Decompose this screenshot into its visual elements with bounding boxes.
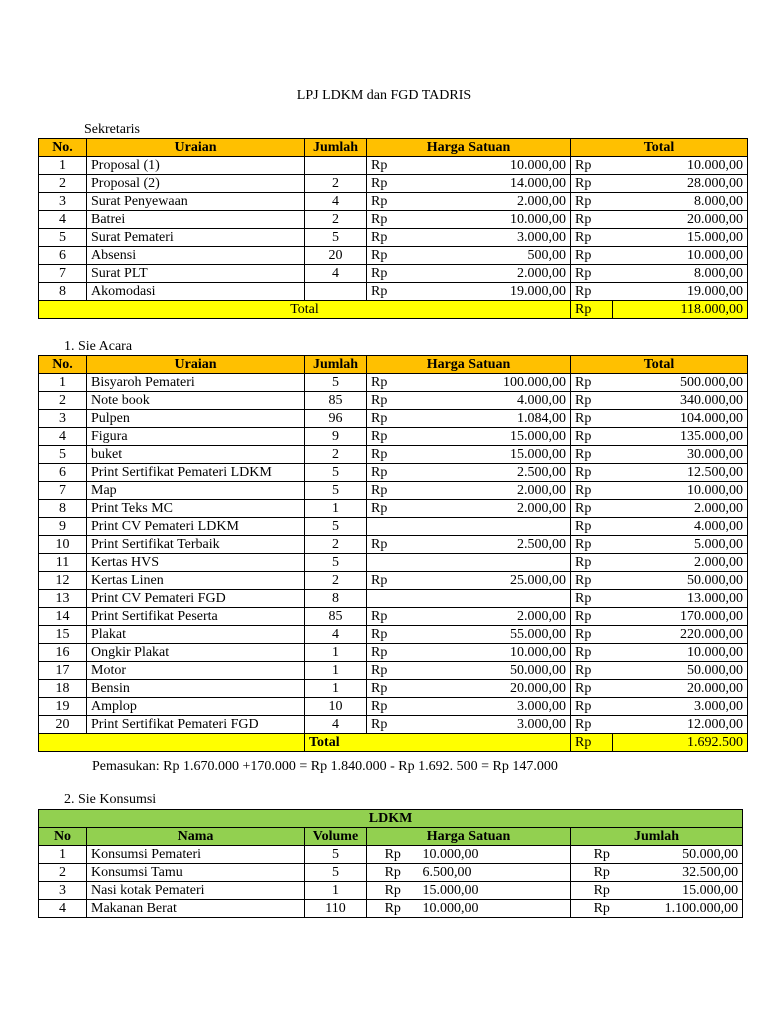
row-total-currency: Rp xyxy=(571,680,613,698)
table-row xyxy=(39,428,748,446)
row-price-currency: Rp xyxy=(367,572,409,590)
row-total-currency: Rp xyxy=(571,392,613,410)
table-subtitle-row xyxy=(39,810,743,828)
row-quantity: 5 xyxy=(305,864,367,882)
row-total: 340.000,00 xyxy=(613,392,748,410)
row-total-currency: Rp xyxy=(571,157,613,175)
row-quantity: 1 xyxy=(305,662,367,680)
row-total-currency: Rp xyxy=(571,662,613,680)
row-total-currency: Rp xyxy=(571,229,613,247)
table-header-row xyxy=(39,139,748,157)
row-price-currency: Rp xyxy=(367,464,409,482)
row-quantity: 9 xyxy=(305,428,367,446)
row-price: 14.000,00 xyxy=(409,175,571,193)
table-sie-konsumsi xyxy=(38,809,743,918)
row-quantity: 1 xyxy=(305,500,367,518)
row-total: 15.000,00 xyxy=(633,882,743,900)
table-row xyxy=(39,644,748,662)
row-total-currency: Rp xyxy=(571,882,633,900)
row-price: 3.000,00 xyxy=(409,229,571,247)
row-total-currency: Rp xyxy=(571,374,613,392)
row-price-currency: Rp xyxy=(367,900,419,918)
row-price: 100.000,00 xyxy=(409,374,571,392)
row-quantity: 5 xyxy=(305,846,367,864)
row-price-currency: Rp xyxy=(367,846,419,864)
row-total-currency: Rp xyxy=(571,572,613,590)
row-description: Pulpen xyxy=(87,410,305,428)
row-price-currency xyxy=(367,590,409,608)
row-price-currency xyxy=(367,518,409,536)
row-no: 1 xyxy=(39,374,87,392)
row-price: 10.000,00 xyxy=(419,846,571,864)
row-price: 25.000,00 xyxy=(409,572,571,590)
row-total-currency: Rp xyxy=(571,608,613,626)
row-no: 3 xyxy=(39,410,87,428)
row-price: 2.000,00 xyxy=(409,608,571,626)
row-quantity: 10 xyxy=(305,698,367,716)
row-description: Konsumsi Pemateri xyxy=(87,846,305,864)
row-total: 500.000,00 xyxy=(613,374,748,392)
row-description: Print CV Pemateri FGD xyxy=(87,590,305,608)
row-price-currency: Rp xyxy=(367,482,409,500)
table-row xyxy=(39,500,748,518)
row-quantity: 85 xyxy=(305,392,367,410)
table-row xyxy=(39,265,748,283)
row-description: Surat Pemateri xyxy=(87,229,305,247)
row-quantity: 2 xyxy=(305,446,367,464)
document-title: LPJ LDKM dan FGD TADRIS xyxy=(296,88,472,103)
row-no: 6 xyxy=(39,464,87,482)
row-price: 1.084,00 xyxy=(409,410,571,428)
row-no: 10 xyxy=(39,536,87,554)
table-row xyxy=(39,283,748,301)
header-uraian: Uraian xyxy=(87,139,305,157)
table-row xyxy=(39,590,748,608)
total-label: Total xyxy=(39,301,571,319)
row-price-currency: Rp xyxy=(367,882,419,900)
row-total-currency: Rp xyxy=(571,428,613,446)
row-price-currency: Rp xyxy=(367,536,409,554)
table-row xyxy=(39,392,748,410)
row-description: Surat Penyewaan xyxy=(87,193,305,211)
row-price: 20.000,00 xyxy=(409,680,571,698)
row-no: 1 xyxy=(39,157,87,175)
total-value: 118.000,00 xyxy=(613,301,748,319)
table-sekretaris xyxy=(38,138,748,319)
table-row xyxy=(39,446,748,464)
row-price: 4.000,00 xyxy=(409,392,571,410)
row-price-currency: Rp xyxy=(367,644,409,662)
row-total-currency: Rp xyxy=(571,590,613,608)
row-total: 50.000,00 xyxy=(633,846,743,864)
row-description: Proposal (1) xyxy=(87,157,305,175)
row-quantity: 8 xyxy=(305,590,367,608)
row-total: 3.000,00 xyxy=(613,698,748,716)
row-quantity: 4 xyxy=(305,716,367,734)
row-description: Print Teks MC xyxy=(87,500,305,518)
table-row xyxy=(39,247,748,265)
row-no: 16 xyxy=(39,644,87,662)
table-row xyxy=(39,229,748,247)
row-description: Bensin xyxy=(87,680,305,698)
row-total-currency: Rp xyxy=(571,283,613,301)
row-total-currency: Rp xyxy=(571,464,613,482)
row-no: 20 xyxy=(39,716,87,734)
row-no: 12 xyxy=(39,572,87,590)
table-row xyxy=(39,554,748,572)
row-price-currency: Rp xyxy=(367,428,409,446)
row-no: 4 xyxy=(39,900,87,918)
table-row xyxy=(39,482,748,500)
row-description: Print Sertifikat Pemateri FGD xyxy=(87,716,305,734)
row-description: Kertas Linen xyxy=(87,572,305,590)
row-description: Akomodasi xyxy=(87,283,305,301)
row-no: 18 xyxy=(39,680,87,698)
row-no: 7 xyxy=(39,265,87,283)
row-total-currency: Rp xyxy=(571,698,613,716)
row-price-currency: Rp xyxy=(367,374,409,392)
row-description: buket xyxy=(87,446,305,464)
row-total: 10.000,00 xyxy=(613,157,748,175)
row-quantity: 5 xyxy=(305,374,367,392)
row-description: Nasi kotak Pemateri xyxy=(87,882,305,900)
row-quantity xyxy=(305,283,367,301)
row-price-currency: Rp xyxy=(367,283,409,301)
table-subtitle: LDKM xyxy=(39,810,743,828)
row-price-currency: Rp xyxy=(367,500,409,518)
row-price-currency: Rp xyxy=(367,229,409,247)
row-price-currency: Rp xyxy=(367,392,409,410)
row-total: 12.500,00 xyxy=(613,464,748,482)
section-label-acara: 1. Sie Acara xyxy=(64,339,133,354)
total-currency: Rp xyxy=(571,301,613,319)
row-total-currency: Rp xyxy=(571,900,633,918)
row-no: 14 xyxy=(39,608,87,626)
row-quantity: 5 xyxy=(305,482,367,500)
row-no: 5 xyxy=(39,446,87,464)
row-total: 8.000,00 xyxy=(613,265,748,283)
row-price-currency xyxy=(367,554,409,572)
row-price: 6.500,00 xyxy=(419,864,571,882)
table-row xyxy=(39,882,743,900)
row-price: 55.000,00 xyxy=(409,626,571,644)
row-total-currency: Rp xyxy=(571,482,613,500)
row-price xyxy=(409,518,571,536)
row-price-currency: Rp xyxy=(367,410,409,428)
row-total-currency: Rp xyxy=(571,536,613,554)
row-total-currency: Rp xyxy=(571,247,613,265)
header-harga-satuan: Harga Satuan xyxy=(367,828,571,846)
row-price: 2.000,00 xyxy=(409,193,571,211)
row-description: Batrei xyxy=(87,211,305,229)
row-description: Print Sertifikat Pemateri LDKM xyxy=(87,464,305,482)
row-no: 2 xyxy=(39,392,87,410)
row-total: 4.000,00 xyxy=(613,518,748,536)
row-total: 13.000,00 xyxy=(613,590,748,608)
row-price: 3.000,00 xyxy=(409,716,571,734)
row-total: 10.000,00 xyxy=(613,247,748,265)
row-no: 3 xyxy=(39,882,87,900)
row-price-currency: Rp xyxy=(367,626,409,644)
row-total-currency: Rp xyxy=(571,446,613,464)
table-row xyxy=(39,572,748,590)
header-no: No. xyxy=(39,356,87,374)
row-total: 8.000,00 xyxy=(613,193,748,211)
row-price: 10.000,00 xyxy=(419,900,571,918)
row-price-currency: Rp xyxy=(367,608,409,626)
total-label: Total xyxy=(305,734,571,752)
table-row xyxy=(39,716,748,734)
table-row xyxy=(39,626,748,644)
row-quantity: 4 xyxy=(305,265,367,283)
row-price xyxy=(409,590,571,608)
total-value: 1.692.500 xyxy=(613,734,748,752)
table-header-row xyxy=(39,828,743,846)
row-price-currency: Rp xyxy=(367,211,409,229)
row-total-currency: Rp xyxy=(571,265,613,283)
row-quantity: 5 xyxy=(305,518,367,536)
total-row xyxy=(39,301,748,319)
table-row xyxy=(39,662,748,680)
row-quantity: 4 xyxy=(305,193,367,211)
row-no: 11 xyxy=(39,554,87,572)
row-no: 5 xyxy=(39,229,87,247)
row-quantity: 2 xyxy=(305,211,367,229)
row-price xyxy=(409,554,571,572)
row-total: 135.000,00 xyxy=(613,428,748,446)
row-description: Surat PLT xyxy=(87,265,305,283)
row-description: Print Sertifikat Terbaik xyxy=(87,536,305,554)
row-description: Amplop xyxy=(87,698,305,716)
row-quantity: 4 xyxy=(305,626,367,644)
row-price-currency: Rp xyxy=(367,680,409,698)
row-quantity: 110 xyxy=(305,900,367,918)
row-total: 20.000,00 xyxy=(613,680,748,698)
row-no: 4 xyxy=(39,211,87,229)
header-nama: Nama xyxy=(87,828,305,846)
section-label-sekretaris: Sekretaris xyxy=(84,122,140,137)
row-description: Map xyxy=(87,482,305,500)
row-description: Motor xyxy=(87,662,305,680)
row-total: 32.500,00 xyxy=(633,864,743,882)
row-total: 50.000,00 xyxy=(613,572,748,590)
row-total-currency: Rp xyxy=(571,410,613,428)
header-volume: Volume xyxy=(305,828,367,846)
row-no: 9 xyxy=(39,518,87,536)
table-row xyxy=(39,157,748,175)
row-no: 7 xyxy=(39,482,87,500)
row-price: 15.000,00 xyxy=(409,428,571,446)
row-quantity: 1 xyxy=(305,644,367,662)
header-harga-satuan: Harga Satuan xyxy=(367,139,571,157)
row-price-currency: Rp xyxy=(367,662,409,680)
row-total-currency: Rp xyxy=(571,500,613,518)
row-total: 104.000,00 xyxy=(613,410,748,428)
row-total-currency: Rp xyxy=(571,716,613,734)
row-quantity: 1 xyxy=(305,882,367,900)
row-price: 15.000,00 xyxy=(419,882,571,900)
row-quantity: 96 xyxy=(305,410,367,428)
pemasukan-note: Pemasukan: Rp 1.670.000 +170.000 = Rp 1.840.000 - Rp 1.692. 500 = Rp 147.000 xyxy=(92,759,558,774)
section-label-konsumsi: 2. Sie Konsumsi xyxy=(64,792,157,807)
row-price: 2.000,00 xyxy=(409,265,571,283)
row-description: Note book xyxy=(87,392,305,410)
row-total: 20.000,00 xyxy=(613,211,748,229)
row-price: 3.000,00 xyxy=(409,698,571,716)
table-sie-acara xyxy=(38,355,748,752)
row-total: 2.000,00 xyxy=(613,554,748,572)
row-no: 8 xyxy=(39,283,87,301)
total-blank xyxy=(39,734,305,752)
row-no: 17 xyxy=(39,662,87,680)
table-row xyxy=(39,698,748,716)
row-total: 50.000,00 xyxy=(613,662,748,680)
row-no: 2 xyxy=(39,864,87,882)
row-total: 220.000,00 xyxy=(613,626,748,644)
row-description: Konsumsi Tamu xyxy=(87,864,305,882)
row-no: 1 xyxy=(39,846,87,864)
table-row xyxy=(39,900,743,918)
row-quantity: 2 xyxy=(305,175,367,193)
row-no: 19 xyxy=(39,698,87,716)
row-description: Print CV Pemateri LDKM xyxy=(87,518,305,536)
row-total: 10.000,00 xyxy=(613,644,748,662)
row-no: 15 xyxy=(39,626,87,644)
row-total: 30.000,00 xyxy=(613,446,748,464)
table-row xyxy=(39,464,748,482)
table-row xyxy=(39,374,748,392)
row-description: Proposal (2) xyxy=(87,175,305,193)
row-quantity: 2 xyxy=(305,572,367,590)
row-no: 13 xyxy=(39,590,87,608)
header-no: No. xyxy=(39,139,87,157)
total-currency: Rp xyxy=(571,734,613,752)
row-price-currency: Rp xyxy=(367,265,409,283)
table-row xyxy=(39,536,748,554)
row-no: 3 xyxy=(39,193,87,211)
row-price-currency: Rp xyxy=(367,157,409,175)
table-row xyxy=(39,680,748,698)
row-price-currency: Rp xyxy=(367,175,409,193)
header-jumlah: Jumlah xyxy=(305,356,367,374)
table-row xyxy=(39,864,743,882)
row-total: 10.000,00 xyxy=(613,482,748,500)
header-uraian: Uraian xyxy=(87,356,305,374)
row-price: 2.500,00 xyxy=(409,464,571,482)
row-total: 170.000,00 xyxy=(613,608,748,626)
row-no: 4 xyxy=(39,428,87,446)
header-total: Total xyxy=(571,139,748,157)
row-total-currency: Rp xyxy=(571,554,613,572)
row-price-currency: Rp xyxy=(367,716,409,734)
row-price: 19.000,00 xyxy=(409,283,571,301)
row-description: Makanan Berat xyxy=(87,900,305,918)
row-price-currency: Rp xyxy=(367,698,409,716)
row-price-currency: Rp xyxy=(367,247,409,265)
row-quantity: 2 xyxy=(305,536,367,554)
row-description: Absensi xyxy=(87,247,305,265)
row-price: 2.500,00 xyxy=(409,536,571,554)
row-total: 1.100.000,00 xyxy=(633,900,743,918)
row-quantity: 20 xyxy=(305,247,367,265)
header-jumlah: Jumlah xyxy=(305,139,367,157)
table-row xyxy=(39,211,748,229)
row-quantity: 5 xyxy=(305,554,367,572)
row-total: 28.000,00 xyxy=(613,175,748,193)
row-quantity: 5 xyxy=(305,464,367,482)
table-row xyxy=(39,193,748,211)
header-no: No xyxy=(39,828,87,846)
total-row xyxy=(39,734,748,752)
row-price-currency: Rp xyxy=(367,864,419,882)
row-total-currency: Rp xyxy=(571,846,633,864)
row-total-currency: Rp xyxy=(571,193,613,211)
row-price: 10.000,00 xyxy=(409,157,571,175)
table-header-row xyxy=(39,356,748,374)
row-quantity: 5 xyxy=(305,229,367,247)
row-total: 15.000,00 xyxy=(613,229,748,247)
row-price: 10.000,00 xyxy=(409,644,571,662)
row-total-currency: Rp xyxy=(571,175,613,193)
table-row xyxy=(39,846,743,864)
row-total-currency: Rp xyxy=(571,211,613,229)
table-row xyxy=(39,608,748,626)
row-description: Figura xyxy=(87,428,305,446)
table-row xyxy=(39,518,748,536)
row-price: 500,00 xyxy=(409,247,571,265)
table-row xyxy=(39,410,748,428)
row-total: 5.000,00 xyxy=(613,536,748,554)
row-no: 6 xyxy=(39,247,87,265)
table-row xyxy=(39,175,748,193)
row-description: Kertas HVS xyxy=(87,554,305,572)
row-no: 8 xyxy=(39,500,87,518)
row-price: 50.000,00 xyxy=(409,662,571,680)
row-total-currency: Rp xyxy=(571,644,613,662)
row-price: 10.000,00 xyxy=(409,211,571,229)
row-total-currency: Rp xyxy=(571,626,613,644)
row-price: 15.000,00 xyxy=(409,446,571,464)
row-total: 12.000,00 xyxy=(613,716,748,734)
row-total-currency: Rp xyxy=(571,864,633,882)
row-total: 2.000,00 xyxy=(613,500,748,518)
header-total: Total xyxy=(571,356,748,374)
row-quantity: 1 xyxy=(305,680,367,698)
row-price-currency: Rp xyxy=(367,193,409,211)
row-total: 19.000,00 xyxy=(613,283,748,301)
row-quantity: 85 xyxy=(305,608,367,626)
row-quantity xyxy=(305,157,367,175)
header-jumlah: Jumlah xyxy=(571,828,743,846)
row-price: 2.000,00 xyxy=(409,482,571,500)
row-price: 2.000,00 xyxy=(409,500,571,518)
header-harga-satuan: Harga Satuan xyxy=(367,356,571,374)
row-price-currency: Rp xyxy=(367,446,409,464)
row-description: Ongkir Plakat xyxy=(87,644,305,662)
row-description: Print Sertifikat Peserta xyxy=(87,608,305,626)
row-total-currency: Rp xyxy=(571,518,613,536)
row-description: Bisyaroh Pemateri xyxy=(87,374,305,392)
row-no: 2 xyxy=(39,175,87,193)
row-description: Plakat xyxy=(87,626,305,644)
